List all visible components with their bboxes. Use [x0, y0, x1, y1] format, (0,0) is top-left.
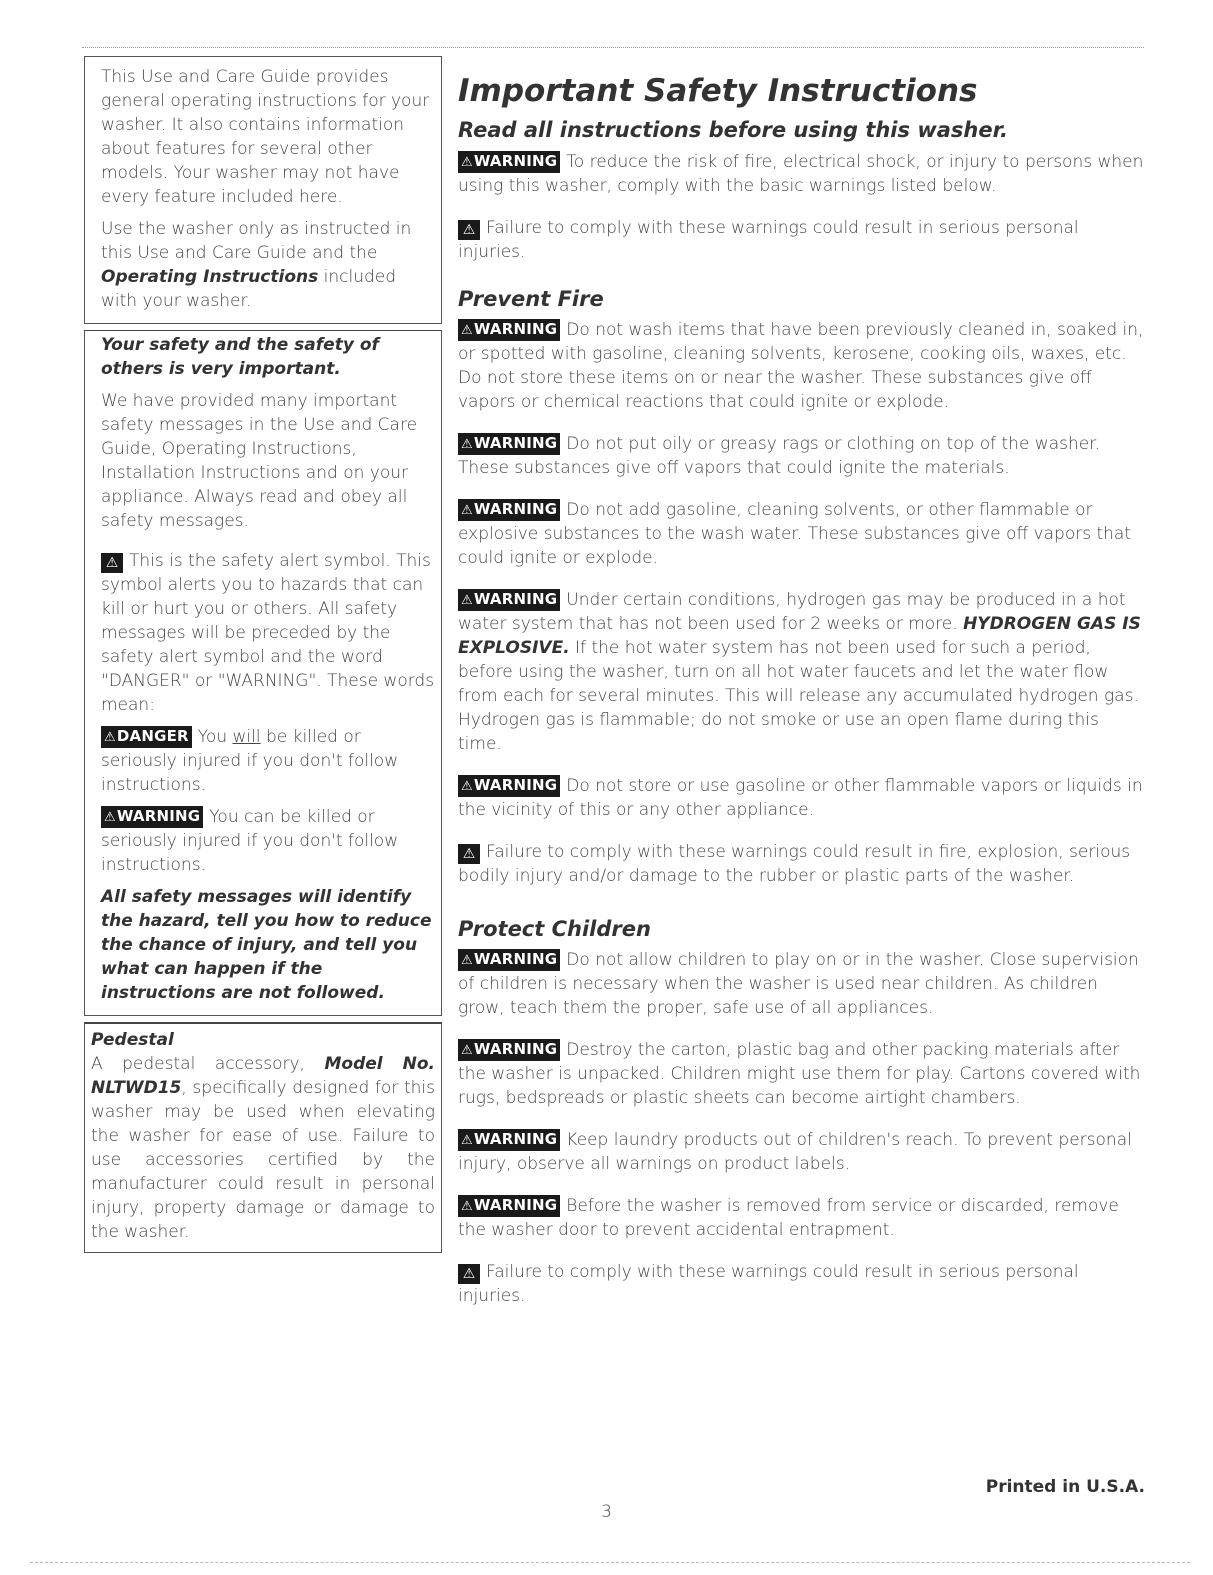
warning-text-a: Under certain conditions, hydrogen gas may be produced in a hot water system that has not been used for 2 weeks or more.	[458, 590, 1126, 634]
warning-triangle-icon: ⚠	[461, 953, 473, 968]
pedestal-text-b: , specifically designed for this washer may be used when elevating the washer for ease of use. Failure to use accessories certified by the manufacturer could result in personal injury, property damage or damage to the washer.	[91, 1078, 435, 1242]
safety-alert-icon: ⚠	[101, 553, 123, 573]
warning-label: WARNING	[473, 1130, 558, 1148]
safety-closing: All safety messages will identify the hazard, tell you how to reduce the chance of injury, and tell you what can happen if the instructions are not followed.	[101, 887, 432, 1003]
page-subtitle: Read all instructions before using this washer.	[458, 118, 1008, 142]
failure-text: Failure to comply with these warnings could result in serious personal injuries.	[458, 1262, 1079, 1306]
warning-text: Do not wash items that have been previously cleaned in, soaked in, or spotted with gasoline, cleaning solvents, kerosene, cooking oils, waxes, etc. Do not store these items on or near the washer. These substances give off vapors or chemical reactions that could ignite or explode.	[458, 320, 1144, 412]
top-dotted-rule	[82, 47, 1144, 48]
page-number: 3	[601, 1502, 612, 1522]
safety-paragraph: We have provided many important safety messages in the Use and Care Guide, Operating Instructions, Installation Instructions and on your appliance. Always read and obey all safety messages.	[101, 391, 418, 531]
children-warning-1	[458, 948, 1148, 1020]
warning-triangle-icon: ⚠	[461, 503, 473, 518]
children-warning-4	[458, 1194, 1148, 1242]
intro-box	[84, 56, 442, 324]
warning-badge	[458, 499, 560, 521]
warning-triangle-icon: ⚠	[461, 593, 473, 608]
children-warning-2	[458, 1038, 1148, 1110]
danger-text-a: You	[197, 727, 233, 747]
section-heading-protect-children: Protect Children	[458, 917, 651, 941]
warning-text-c: If the hot water system has not been used for such a period, before using the washer, turn on all hot water faucets and let the water flow from each for several minutes. This will release any accumulated hydrogen gas. Hydrogen gas is flammable; do not smoke or use an open flame during this time.	[458, 638, 1139, 754]
warning-label: WARNING	[473, 152, 558, 170]
alert-symbol-paragraph	[101, 549, 435, 717]
fire-warning-1	[458, 318, 1148, 414]
warning-text: Before the washer is removed from service or discarded, remove the washer door to prevent accidental entrapment.	[458, 1196, 1119, 1240]
danger-label: DANGER	[116, 727, 189, 745]
intro-failure	[458, 216, 1148, 264]
warning-badge	[458, 319, 560, 341]
hydrogen-emphasis: HYDROGEN GAS IS EXPLOSIVE.	[458, 614, 1141, 658]
danger-text-b: be killed or seriously injured if you don't follow instructions.	[101, 727, 399, 795]
warning-text: Keep laundry products out of children's reach. To prevent personal injury, observe all warnings on product labels.	[458, 1130, 1132, 1174]
pedestal-paragraph	[91, 1052, 435, 1244]
pedestal-box	[84, 1022, 442, 1253]
fire-warning-3	[458, 498, 1148, 570]
fire-failure	[458, 840, 1148, 888]
warning-badge	[458, 1039, 560, 1061]
warning-label: WARNING	[116, 807, 201, 825]
children-failure	[458, 1260, 1148, 1308]
left-column	[84, 56, 442, 1253]
warning-text: Do not allow children to play on or in the washer. Close supervision of children is necessary when the washer is used near children. As children grow, teach them the proper, safe use of all appliances.	[458, 950, 1139, 1018]
failure-text: Failure to comply with these warnings could result in serious personal injuries.	[458, 218, 1079, 262]
warning-badge	[101, 806, 203, 828]
pedestal-text-a: A pedestal accessory,	[91, 1054, 325, 1074]
safety-alert-icon: ⚠	[458, 844, 480, 864]
page-title: Important Safety Instructions	[458, 73, 978, 109]
warning-triangle-icon: ⚠	[461, 155, 473, 170]
intro-paragraph-1: This Use and Care Guide provides general operating instructions for your washer. It also contains information about features for several other models. Your washer may not have every feature included here.	[101, 67, 430, 207]
warning-badge	[458, 151, 560, 173]
section-heading-prevent-fire: Prevent Fire	[458, 287, 604, 311]
warning-text: Destroy the carton, plastic bag and other packing materials after the washer is unpacked. Children might use them for play. Cartons covered with rugs, bedspreads or plastic sheets can become airtight chambers.	[458, 1040, 1141, 1108]
children-warning-3	[458, 1128, 1148, 1176]
alert-symbol-text: This is the safety alert symbol. This symbol alerts you to hazards that can kill or hurt you or others. All safety messages will be preceded by the safety alert symbol and the word "DANGER" or "WARNING". These words mean:	[101, 551, 435, 715]
safety-alert-icon: ⚠	[458, 220, 480, 240]
pedestal-model-number: Model No. NLTWD15	[91, 1054, 435, 1098]
warning-label: WARNING	[473, 500, 558, 518]
warning-text: Do not add gasoline, cleaning solvents, or other flammable or explosive substances to the wash water. These substances give off vapors that could ignite or explode.	[458, 500, 1132, 568]
warning-badge	[458, 1195, 560, 1217]
warning-label: WARNING	[473, 320, 558, 338]
printed-in-usa: Printed in U.S.A.	[985, 1477, 1145, 1497]
warning-triangle-icon: ⚠	[461, 323, 473, 338]
warning-text: Do not put oily or greasy rags or clothing on top of the washer. These substances give off vapors that could ignite the materials.	[458, 434, 1101, 478]
warning-text: To reduce the risk of fire, electrical shock, or injury to persons when using this washer, comply with the basic warnings listed below.	[458, 152, 1144, 196]
safety-box	[84, 330, 442, 1016]
pedestal-heading: Pedestal	[91, 1030, 174, 1050]
failure-text: Failure to comply with these warnings could result in fire, explosion, serious bodily injury and/or damage to the rubber or plastic parts of the washer.	[458, 842, 1131, 886]
warning-text: You can be killed or seriously injured if you don't follow instructions.	[101, 807, 399, 875]
fire-warning-2	[458, 432, 1148, 480]
warning-triangle-icon: ⚠	[461, 1199, 473, 1214]
fire-warning-4	[458, 588, 1148, 756]
intro-text-end: included with your washer.	[101, 267, 397, 311]
warning-badge	[458, 775, 560, 797]
warning-label: WARNING	[473, 776, 558, 794]
warning-label: WARNING	[473, 1040, 558, 1058]
warning-badge	[458, 949, 560, 971]
bottom-dashed-rule	[30, 1562, 1190, 1563]
danger-badge	[101, 726, 192, 748]
warning-triangle-icon: ⚠	[461, 779, 473, 794]
warning-text: Do not store or use gasoline or other flammable vapors or liquids in the vicinity of this or any other appliance.	[458, 776, 1143, 820]
warning-label: WARNING	[473, 1196, 558, 1214]
operating-instructions-emphasis: Operating Instructions	[101, 267, 319, 287]
warning-badge	[458, 589, 560, 611]
fire-warning-5	[458, 774, 1148, 822]
intro-warning	[458, 150, 1148, 198]
intro-text: Use the washer only as instructed in this Use and Care Guide and the	[101, 219, 412, 263]
warning-triangle-icon: ⚠	[104, 810, 116, 825]
warning-label: WARNING	[473, 590, 558, 608]
warning-paragraph	[101, 805, 435, 877]
warning-label: WARNING	[473, 950, 558, 968]
warning-badge	[458, 433, 560, 455]
warning-triangle-icon: ⚠	[461, 1133, 473, 1148]
warning-badge	[458, 1129, 560, 1151]
danger-underlined-word: will	[232, 727, 261, 747]
safety-heading: Your safety and the safety of others is very important.	[101, 335, 379, 379]
warning-label: WARNING	[473, 434, 558, 452]
warning-triangle-icon: ⚠	[104, 730, 116, 745]
warning-triangle-icon: ⚠	[461, 1043, 473, 1058]
right-column	[458, 70, 1148, 1326]
warning-triangle-icon: ⚠	[461, 437, 473, 452]
safety-alert-icon: ⚠	[458, 1264, 480, 1284]
intro-paragraph-2	[101, 217, 435, 313]
danger-paragraph	[101, 725, 435, 797]
